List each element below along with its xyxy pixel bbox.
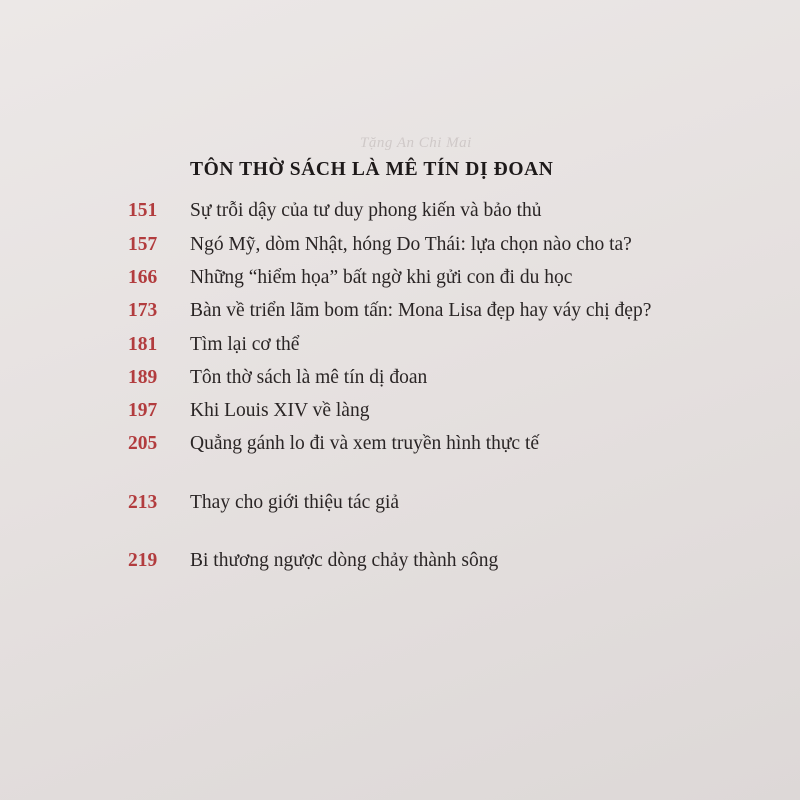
chapter-title: Những “hiểm họa” bất ngờ khi gửi con đi du học bbox=[190, 267, 573, 288]
section-heading: TÔN THỜ SÁCH LÀ MÊ TÍN DỊ ĐOAN bbox=[190, 159, 554, 180]
chapter-title: Sự trỗi dậy của tư duy phong kiến và bảo thủ bbox=[190, 200, 542, 221]
page-number: 157 bbox=[128, 234, 158, 255]
chapter-title: Ngó Mỹ, dòm Nhật, hóng Do Thái: lựa chọn nào cho ta? bbox=[190, 234, 632, 255]
page-number: 213 bbox=[128, 492, 158, 513]
show-through-text: Tặng An Chi Mai bbox=[360, 135, 472, 151]
page-number: 151 bbox=[128, 200, 158, 221]
chapter-title: Tìm lại cơ thể bbox=[190, 334, 300, 355]
page-number: 181 bbox=[128, 334, 158, 355]
page-number: 189 bbox=[128, 367, 158, 388]
chapter-title: Thay cho giới thiệu tác giả bbox=[190, 492, 400, 513]
chapter-title: Quẳng gánh lo đi và xem truyền hình thực tế bbox=[190, 433, 540, 454]
page-number: 219 bbox=[128, 550, 158, 571]
page-number: 205 bbox=[128, 433, 158, 454]
page-number: 197 bbox=[128, 400, 158, 421]
page-number: 173 bbox=[128, 300, 158, 321]
chapter-title: Bi thương ngược dòng chảy thành sông bbox=[190, 550, 499, 571]
chapter-title: Bàn về triển lãm bom tấn: Mona Lisa đẹp hay váy chị đẹp? bbox=[190, 300, 652, 321]
chapter-title: Tôn thờ sách là mê tín dị đoan bbox=[190, 367, 428, 388]
page-number: 166 bbox=[128, 267, 158, 288]
chapter-title: Khi Louis XIV về làng bbox=[190, 400, 370, 421]
